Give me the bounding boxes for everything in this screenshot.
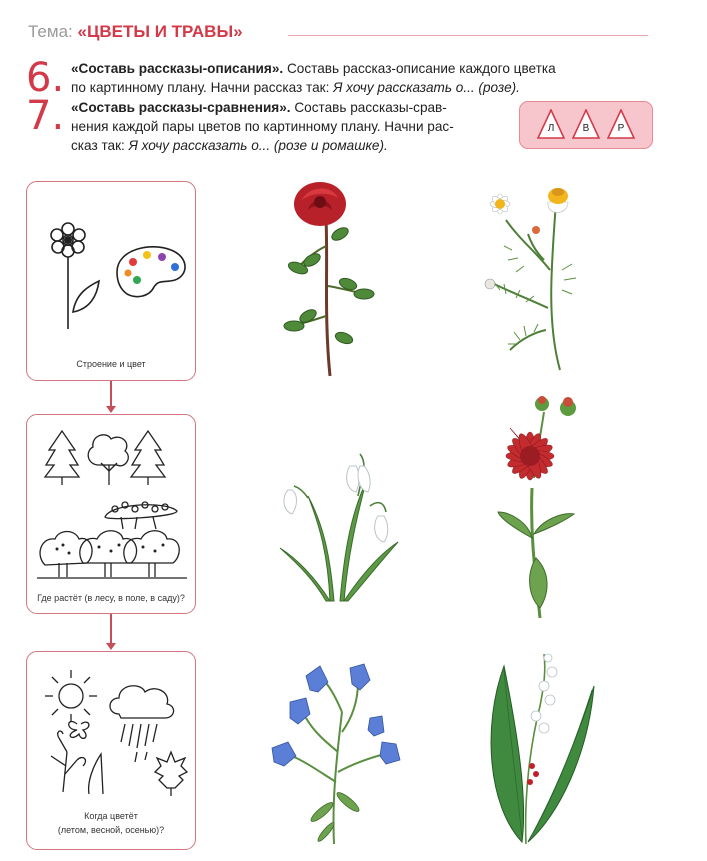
task-number-6: 6. (26, 55, 65, 101)
plan-structure-icons (41, 217, 191, 337)
plan-caption-structure: Строение и цвет (76, 359, 146, 369)
topic-heading (28, 22, 243, 42)
letter-l: Л (547, 123, 555, 134)
task-number-7: 7. (26, 93, 65, 139)
plan-card-season (26, 651, 196, 850)
garden-trees-icon (37, 531, 187, 578)
plan-habitat-icons (37, 425, 189, 587)
palette-icon (117, 247, 185, 297)
task-7-example: Я хочу рассказать о... (розе и ромашке). (128, 138, 388, 153)
task-7-line1: Составь рассказы-срав- (290, 100, 447, 115)
fir-tree-icon (131, 431, 165, 485)
rose-illustration (268, 176, 378, 381)
task-6-line2: по картинному плану. Начни рассказ так: (71, 80, 334, 95)
autumn-leaf-icon (155, 752, 187, 796)
task-7-title: «Составь рассказы-сравнения». (71, 100, 291, 115)
spring-branch-icon (51, 731, 103, 794)
bellflower-illustration (266, 652, 416, 848)
task-6-text (71, 59, 655, 97)
task-6-title: «Составь рассказы-описания». (71, 61, 284, 76)
snowdrop-illustration (270, 446, 410, 606)
lily-of-the-valley-illustration (474, 646, 600, 850)
plan-caption-season-2: (летом, весной, осенью)? (57, 825, 165, 835)
task-6-example: Я хочу рассказать о... (розе). (333, 80, 520, 95)
header-divider (288, 35, 648, 36)
plan-caption-season-1: Когда цветёт (84, 811, 138, 821)
rose-bloom (294, 182, 346, 226)
letter-triangle (537, 109, 565, 139)
plan-season-icons (37, 662, 189, 802)
plan-connector (110, 614, 112, 644)
task-7-line2: нения каждой пары цветов по картинному плану. Начни рас- (71, 119, 454, 134)
rain-cloud-icon (110, 686, 174, 762)
arrow-down-icon (106, 406, 116, 413)
fir-tree-icon (45, 431, 79, 485)
tree-icon (88, 435, 128, 485)
butterfly-icon (69, 722, 89, 739)
plan-caption-habitat: Где растёт (в лесу, в поле, в саду)? (37, 593, 185, 603)
letter-r: Р (617, 123, 625, 134)
letter-v: В (582, 123, 590, 134)
flower-bed-icon (105, 502, 177, 529)
task-7-line3: сказ так: (71, 138, 129, 153)
flower-icon (51, 223, 85, 279)
letter-triangle (572, 109, 600, 139)
leaf-icon (68, 279, 99, 329)
letter-triangle (607, 109, 635, 139)
letters-badge (519, 101, 653, 149)
plan-card-structure (26, 181, 196, 381)
dahlia-illustration (470, 388, 590, 622)
plan-card-habitat (26, 414, 196, 614)
chamomile-illustration (476, 180, 591, 375)
task-7-text (71, 98, 511, 155)
chamomile-bloom-2 (548, 188, 568, 213)
arrow-down-icon (106, 643, 116, 650)
sun-icon (45, 670, 97, 722)
topic-prefix: Тема: (28, 22, 73, 41)
task-6-line1: Составь рассказ-описание каждого цветка (283, 61, 556, 76)
dahlia-bloom (505, 428, 554, 481)
plan-connector (110, 381, 112, 407)
chamomile-bloom-1 (490, 194, 510, 214)
topic-title: «ЦВЕТЫ И ТРАВЫ» (77, 22, 243, 41)
